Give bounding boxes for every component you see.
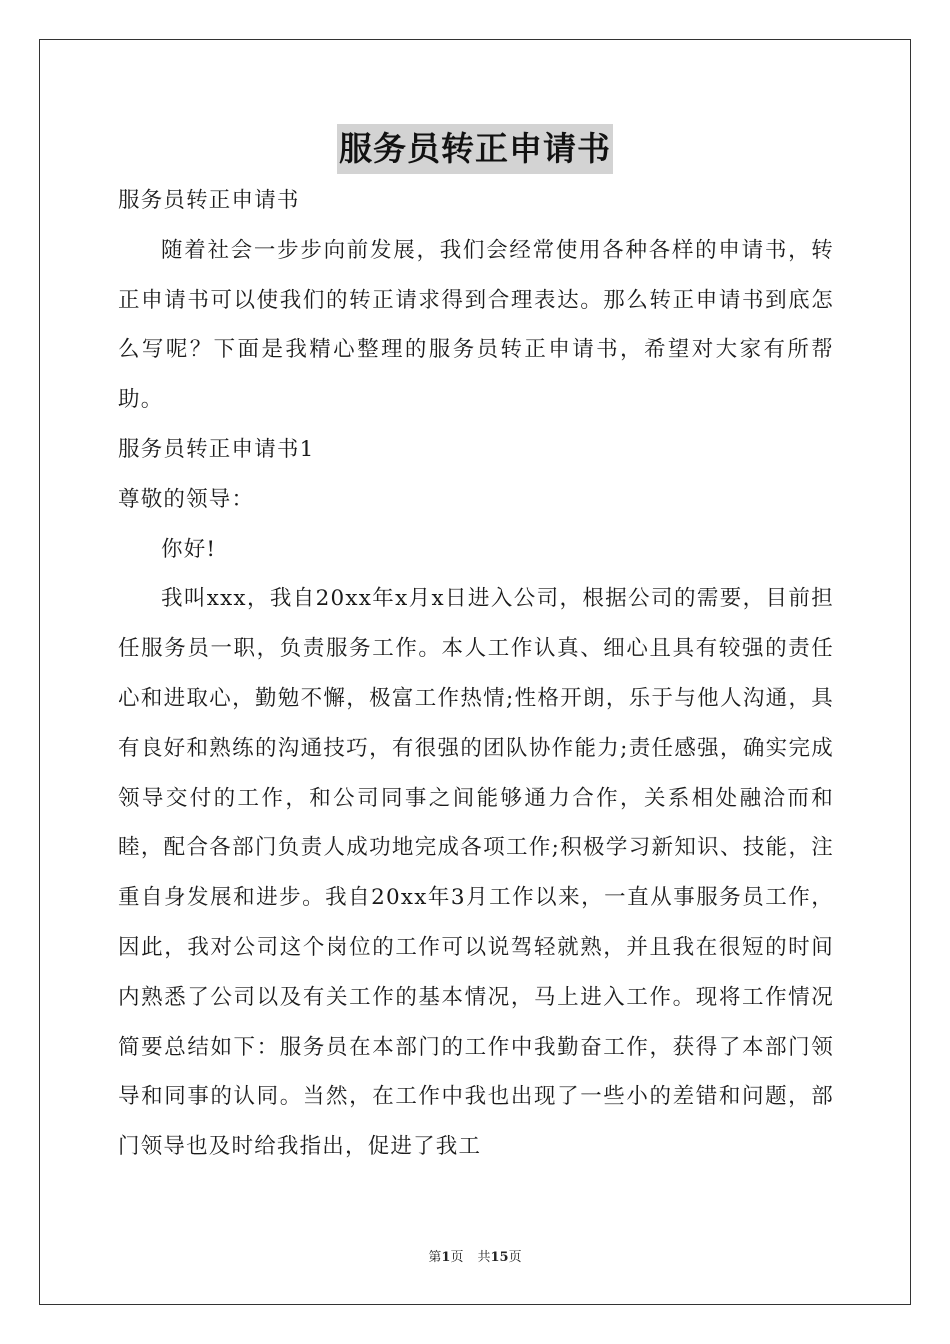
total-prefix: 共	[477, 1250, 491, 1265]
document-body	[118, 176, 834, 1172]
document-title-wrap	[0, 124, 950, 174]
paragraph-section-title: 服务员转正申请书1	[118, 436, 315, 462]
paragraph-salutation: 尊敬的领导：	[118, 486, 255, 512]
document-title: 服务员转正申请书	[337, 124, 613, 174]
page-prefix: 第	[428, 1250, 442, 1265]
total-suffix: 页	[508, 1250, 522, 1265]
total-pages: 15	[490, 1250, 509, 1265]
page-number: 1	[441, 1250, 451, 1265]
paragraph-greeting: 你好!	[161, 536, 217, 562]
page-footer	[0, 1246, 950, 1265]
paragraph-heading: 服务员转正申请书	[118, 188, 300, 213]
paragraph-intro: 随着社会一步步向前发展，我们会经常使用各种各样的申请书，转正申请书可以使我们的转正请求得到合理表达。那么转正申请书到底怎么写呢？下面是我精心整理的服务员转正申请书，希望对大家有所帮助。	[118, 237, 834, 413]
page-suffix: 页	[450, 1250, 464, 1265]
paragraph-body: 我叫xxx，我自20xx年x月x日进入公司，根据公司的需要，目前担任服务员一职，负责服务工作。本人工作认真、细心且具有较强的责任心和进取心，勤勉不懈，极富工作热情;性格开朗，乐于与他人沟通，具有良好和熟练的沟通技巧，有很强的团队协作能力;责任感强，确实完成领导交付的工作，和公司同事之间能够通力合作，关系相处融洽而和睦，配合各部门负责人成功地完成各项工作;积极学习新知识、技能，注重自身发展和进步。我自20xx年3月工作以来，一直从事服务员工作，因此，我对公司这个岗位的工作可以说驾轻就熟，并且我在很短的时间内熟悉了公司以及有关工作的基本情况，马上进入工作。现将工作情况简要总结如下：服务员在本部门的工作中我勤奋工作，获得了本部门领导和同事的认同。当然，在工作中我也出现了一些小的差错和问题，部门领导也及时给我指出，促进了我工	[118, 586, 834, 1160]
